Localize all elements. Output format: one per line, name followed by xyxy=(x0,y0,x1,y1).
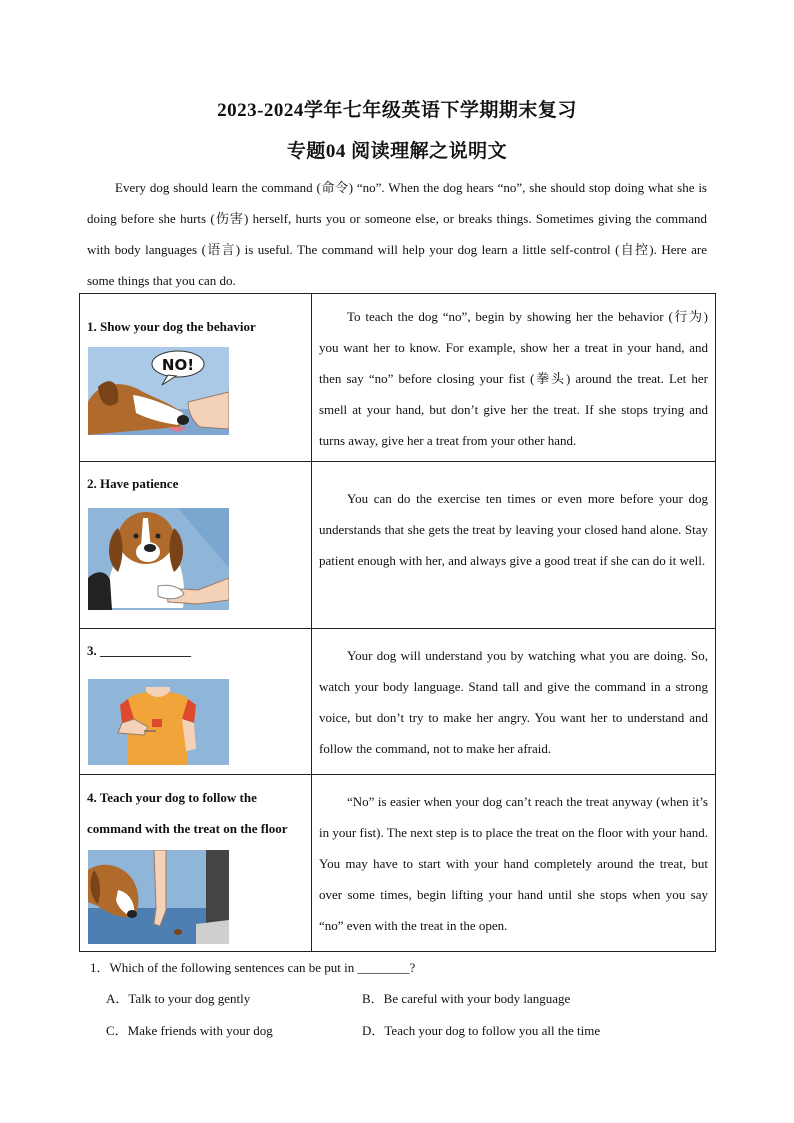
row-heading: 2. Have patience xyxy=(87,476,179,491)
person-pointing-illustration-icon xyxy=(88,679,229,765)
row-text: Your dog will understand you by watching what you are doing. So, watch your body language. Stand tall and give the command in a strong voice, but don’t try to make her angry. You want her to understand and follow the command, not to make her afraid. xyxy=(319,648,708,756)
dog-floor-treat-illustration-icon xyxy=(88,850,229,944)
intro-paragraph: Every dog should learn the command (命令) “no”. When the dog hears “no”, she should stop doing what she is doing before she hurts (伤害) herself, hurts you or someone else, or breaks things. Sometimes giving the command with body languages (语言) is useful. The command will help your dog learn a little self-control (自控). Here are some things that you can do. xyxy=(87,180,707,288)
row-heading: 4. Teach your dog to follow the command with the treat on the floor xyxy=(87,790,288,836)
reading-table xyxy=(79,293,716,952)
table-row xyxy=(80,629,716,775)
row-text: You can do the exercise ten times or even more before your dog understands that she gets the treat by leaving your closed hand alone. Stay patient enough with her, and always give a good treat if she can do it well. xyxy=(319,491,708,568)
page-subtitle: 专题04 阅读理解之说明文 xyxy=(286,141,508,162)
option-d: D．Teach your dog to follow you all the time xyxy=(362,1023,601,1038)
dog-paw-illustration-icon xyxy=(88,508,229,610)
option-c: C．Make friends with your dog xyxy=(106,1023,273,1038)
table-row xyxy=(80,775,716,952)
svg-text:NO!: NO! xyxy=(161,356,195,374)
option-b: B．Be careful with your body language xyxy=(362,991,571,1006)
page-title: 2023-2024学年七年级英语下学期期末复习 xyxy=(217,100,577,121)
table-row xyxy=(80,294,716,462)
dog-no-illustration-icon xyxy=(88,347,229,435)
row-heading: 1. Show your dog the behavior xyxy=(87,319,256,334)
option-a: A．Talk to your dog gently xyxy=(106,991,251,1006)
row-text: “No” is easier when your dog can’t reach the treat anyway (when it’s in your fist). The next step is to place the treat on the floor with your hand. You may have to start with your hand completely around the treat, but over some times, begin lifting your hand until she stops when you say “no” even with the treat in the open. xyxy=(319,794,708,933)
table-row xyxy=(80,462,716,629)
row-heading-blank: 3. ______________ xyxy=(87,643,191,658)
row-text: To teach the dog “no”, begin by showing her the behavior (行为) you want her to know. For example, show her a treat in your hand, and then say “no” before closing your fist (拳头) around the treat. Let her smell at your hand, but don’t give her the treat. If she stops trying and turns away, give her a treat from your other hand. xyxy=(319,309,708,448)
question-1-stem: 1．Which of the following sentences can be put in ________? xyxy=(90,960,416,975)
